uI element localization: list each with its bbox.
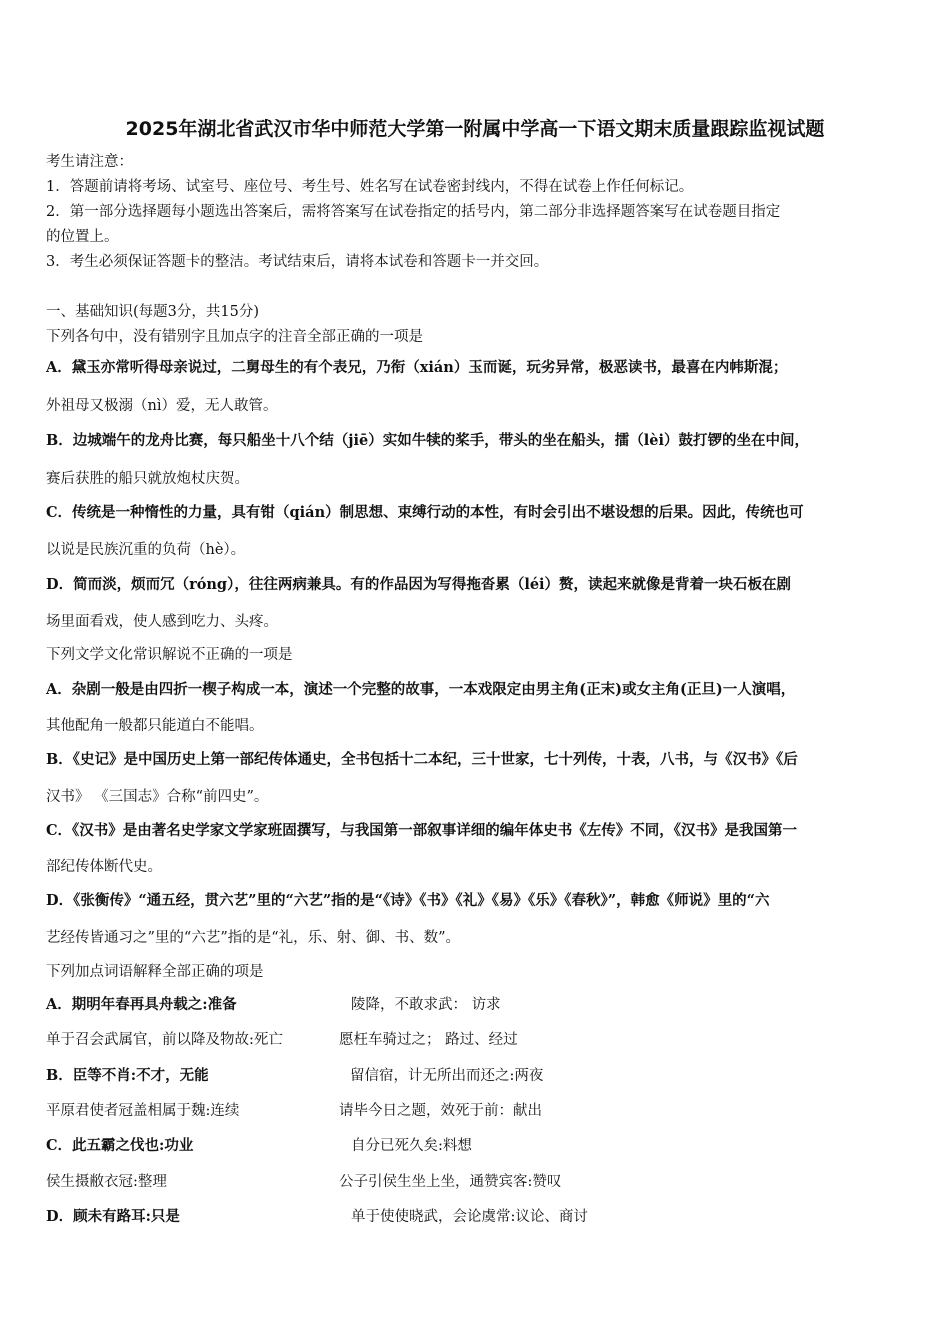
notice-item-2: 2．第一部分选择题每小题选出答案后，需将答案写在试卷指定的括号内，第二部分非选择题答案写在试卷题目指定 [46,204,781,220]
q2-option-a-cont: 其他配角一般都只能道白不能唱。 [46,718,264,734]
q2-option-d: D．《张衡传》“通五经，贯六艺”里的“六艺”指的是“《诗》《书》《礼》《易》《乐》《春秋》”，韩愈《师说》里的“六 [46,892,770,909]
q3-stem: 下列加点词语解释全部正确的项是 [46,964,264,980]
q2-option-c: C．《汉书》是由著名史学家文学家班固撰写，与我国第一部叙事详细的编年体史书《左传》不同，《汉书》是我国第一 [46,822,798,839]
q3-row-left: C．此五霸之伐也:功业 [46,1137,194,1154]
q1-option-d-cont: 场里面看戏，使人感到吃力、头疼。 [46,614,278,630]
notice-item-1: 1．答题前请将考场、试室号、座位号、考生号、姓名写在试卷密封线内，不得在试卷上作任何标记。 [46,179,694,195]
q3-row-right: 公子引侯生坐上坐，通赞宾客:赞叹 [339,1174,562,1190]
q3-row [46,1136,908,1156]
q1-option-d: D．简而淡，烦而冗（róng），往往两病兼具。有的作品因为写得拖沓累（léi）赘，读起来就像是背着一块石板在剧 [46,576,792,593]
page-title: 2025年湖北省武汉市华中师范大学第一附属中学高一下语文期末质量跟踪监视试题 [125,118,825,140]
q1-option-c-cont: 以说是民族沉重的负荷（hè）。 [46,542,246,558]
q3-row [46,1066,908,1086]
q1-stem: 下列各句中，没有错别字且加点字的注音全部正确的一项是 [46,329,423,345]
q3-row-right: 自分已死久矣:料想 [351,1138,472,1154]
q3-row-left: 侯生摄敝衣冠:整理 [46,1174,167,1190]
q3-row-left: 单于召会武属官，前以降及物故:死亡 [46,1032,283,1048]
q3-row [46,1101,908,1121]
notice-item-2-cont: 的位置上。 [46,229,119,245]
q1-option-b-cont: 赛后获胜的船只就放炮杖庆贺。 [46,471,249,487]
q1-option-a: A．黛玉亦常听得母亲说过，二舅母生的有个表兄，乃衔（xián）玉而诞，玩劣异常，极恶读书，最喜在内帏斯混； [46,359,788,376]
q3-row [46,1172,908,1192]
notice-item-3: 3．考生必须保证答题卡的整洁。考试结束后，请将本试卷和答题卡一并交回。 [46,254,549,270]
q3-row-left: A．期明年春再具舟载之:准备 [46,996,237,1013]
q3-row [46,1207,908,1227]
q3-row-right: 陵降，不敢求武： 访求 [351,997,501,1013]
q2-option-d-cont: 艺经传皆通习之”里的“六艺”指的是“礼，乐、射、御、书、数”。 [46,930,461,946]
q3-row-left: D．顾未有路耳:只是 [46,1208,180,1225]
q3-row-right: 单于使使晓武，会论虞常:议论、商讨 [351,1209,588,1225]
q3-row-left: 平原君使者冠盖相属于魏:连续 [46,1103,240,1119]
q3-row-right: 愿枉车骑过之； 路过、经过 [339,1032,518,1048]
q3-row-left: B．臣等不肖:不才，无能 [46,1067,209,1084]
q1-option-c: C．传统是一种惰性的力量，具有钳（qián）制思想、束缚行动的本性，有时会引出不堪设想的后果。因此，传统也可 [46,504,804,521]
section-heading: 一、基础知识(每题3分，共15分) [46,304,259,320]
q1-option-b: B．边城端午的龙舟比赛，每只船坐十八个结（jiē）实如牛犊的桨手，带头的坐在船头，擂（lèi）鼓打锣的坐在中间， [46,432,809,449]
q2-option-b: B．《史记》是中国历史上第一部纪传体通史，全书包括十二本纪，三十世家，七十列传，十表，八书，与《汉书》《后 [46,751,798,768]
q2-option-b-cont: 汉书》 《三国志》合称“前四史”。 [46,789,269,805]
q2-stem: 下列文学文化常识解说不正确的一项是 [46,647,293,663]
q3-row [46,1030,908,1050]
q3-row [46,995,908,1015]
notice-heading: 考生请注意： [46,154,133,170]
q1-option-a-cont: 外祖母又极溺（nì）爱，无人敢管。 [46,398,278,414]
q2-option-a: A．杂剧一般是由四折一楔子构成一本，演述一个完整的故事，一本戏限定由男主角(正末)或女主角(正旦)一人演唱， [46,681,796,698]
q3-row-right: 请毕今日之题，效死于前：献出 [339,1103,542,1119]
q2-option-c-cont: 部纪传体断代史。 [46,859,162,875]
q3-row-right: 留信宿，计无所出而还之:两夜 [350,1068,544,1084]
